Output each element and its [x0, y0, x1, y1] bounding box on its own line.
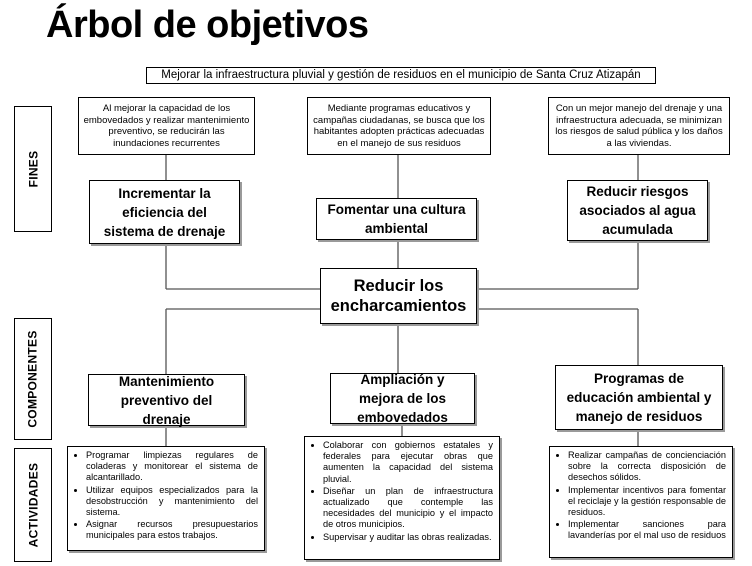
- activity-list-2: [309, 440, 493, 543]
- activity-item: • Asignar recursos presupuestarios municipales para estos trabajos.: [86, 519, 258, 541]
- objective-box-2: [316, 198, 477, 240]
- side-label-fines-text: FINES: [26, 150, 40, 188]
- activity-list-1: [72, 450, 258, 542]
- activity-box-2: [304, 436, 500, 560]
- central-objective-box: [320, 268, 477, 324]
- side-label-componentes: [14, 318, 52, 440]
- component-text-2: Ampliación y mejora de los embovedados: [357, 372, 448, 425]
- fin-text-3: Con un mejor manejo del drenaje y una infraestructura adecuada, se minimizan los riesgos de salud pública y los daños a las viviendas.: [555, 103, 723, 149]
- side-label-actividades: [14, 448, 52, 562]
- side-label-actividades-text: ACTIVIDADES: [26, 462, 41, 548]
- activity-item: • Colaborar con gobiernos estatales y federales para ejecutar obras que aumenten la capacidad del sistema pluvial.: [323, 440, 493, 485]
- component-box-1: [88, 374, 245, 426]
- activity-box-1: [67, 446, 265, 551]
- activity-item: • Utilizar equipos especializados para la desobstrucción y mantenimiento del sistema.: [86, 485, 258, 519]
- activity-item: • Diseñar un plan de infraestructura actualizado que contemple las necesidades del municipio y el impacto de otros municipios.: [323, 486, 493, 531]
- fin-box-2: [307, 97, 491, 155]
- objective-text-1: Incrementar la eficiencia del sistema de drenaje: [103, 185, 226, 239]
- activity-item: • Programar limpiezas regulares de coladeras y monitorear el sistema de alcantarillado.: [86, 450, 258, 484]
- component-text-1: Mantenimiento preventivo del drenaje: [118, 373, 215, 427]
- objective-text-3: Reducir riesgos asociados al agua acumulada: [579, 184, 696, 237]
- fin-box-1: [78, 97, 255, 155]
- fin-text-1: Al mejorar la capacidad de los embovedados y realizar mantenimiento preventivo, se reducirán las inundaciones recurrentes: [83, 103, 250, 149]
- activity-list-3: [554, 450, 726, 542]
- activity-item: • Implementar sanciones para lavanderías por el mal uso de residuos: [568, 519, 726, 541]
- central-objective-text: Reducir los encharcamientos: [330, 277, 467, 315]
- component-text-3: Programas de educación ambiental y manejo de residuos: [566, 371, 712, 424]
- objective-text-2: Fomentar una cultura ambiental: [327, 202, 466, 236]
- activity-item: • Implementar incentivos para fomentar el reciclaje y la gestión responsable de residuos.: [568, 485, 726, 519]
- component-box-3: [555, 365, 723, 430]
- component-box-2: [330, 373, 475, 424]
- fin-box-3: [548, 97, 730, 155]
- objective-box-1: [89, 180, 240, 244]
- project-subtitle: Mejorar la infraestructura pluvial y gestión de residuos en el municipio de Santa Cruz Atizapán: [146, 67, 656, 84]
- side-label-fines: [14, 106, 52, 232]
- activity-item: • Supervisar y auditar las obras realizadas.: [323, 532, 493, 543]
- fin-text-2: Mediante programas educativos y campañas ciudadanas, se busca que los habitantes adopten prácticas adecuadas en el manejo de sus residuos: [313, 103, 485, 149]
- page-title: Árbol de objetivos: [46, 4, 369, 46]
- activity-box-3: [549, 446, 733, 558]
- objective-box-3: [567, 180, 708, 241]
- activity-item: • Realizar campañas de concienciación sobre la correcta disposición de desechos sólidos.: [568, 450, 726, 484]
- side-label-componentes-text: COMPONENTES: [26, 330, 40, 428]
